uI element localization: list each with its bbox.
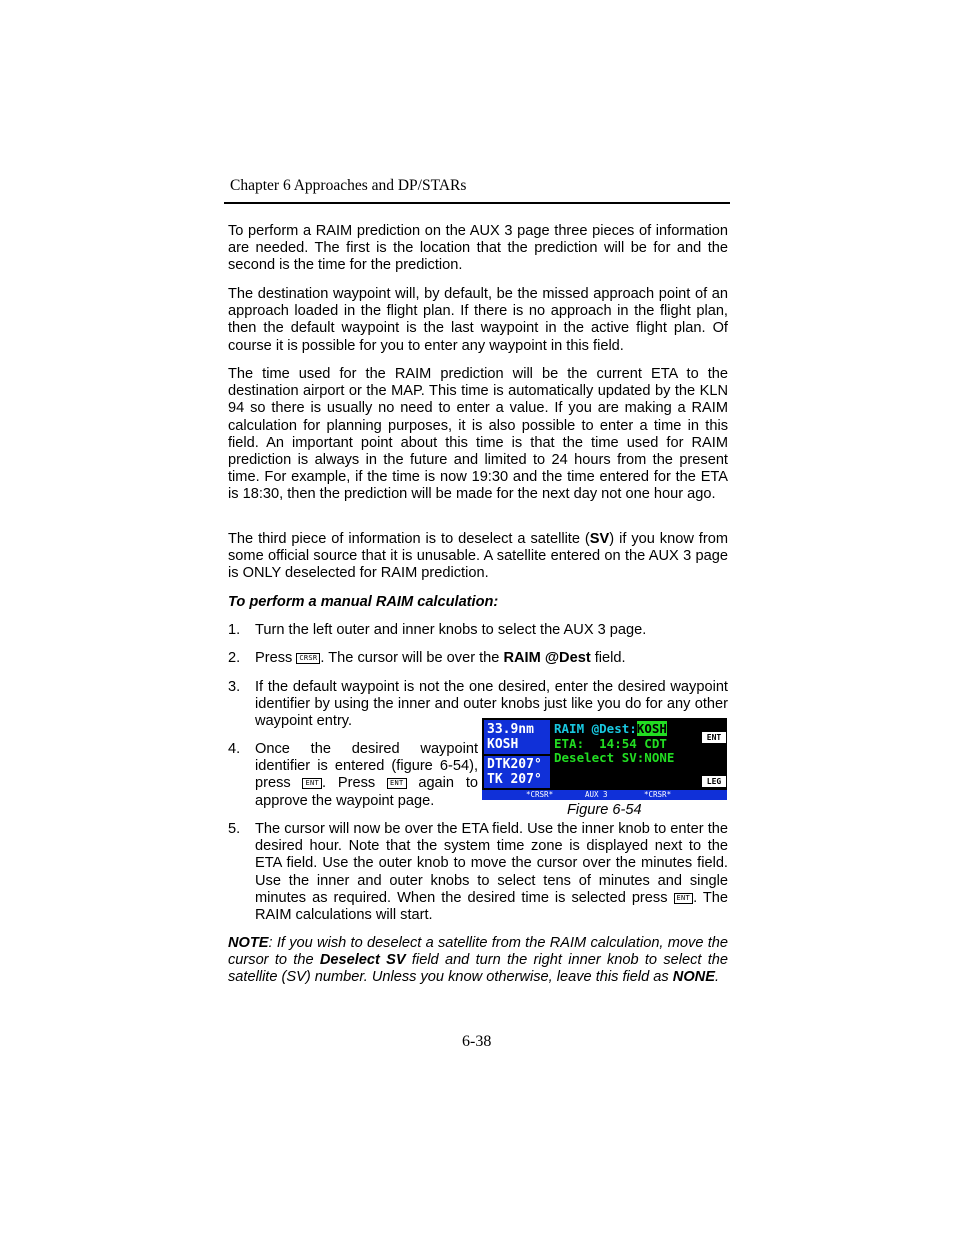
distance-readout: 33.9nm — [487, 722, 534, 737]
procedure-heading: To perform a manual RAIM calculation: — [228, 594, 499, 610]
sv-bold: SV — [589, 531, 610, 547]
waypoint-readout: KOSH — [487, 737, 519, 752]
ent-key-icon: ENT — [674, 893, 694, 904]
chapter-header: Chapter 6 Approaches and DP/STARs — [230, 177, 467, 194]
page-status-bar: *CRSR* AUX 3 *CRSR* — [482, 790, 727, 800]
note-label: NOTE — [228, 935, 269, 951]
note-paragraph: NOTE: If you wish to deselect a satellite from the RAIM calculation, move the cursor to the Deselect SV field and turn the right inner knob to select the satellite (SV) number. Unless you know otherwise, leave this field as NONE. — [228, 935, 729, 986]
paragraph-satellite: The third piece of information is to deselect a satellite (SV) if you know from some official source that it is unusable. A satellite entered on the AUX 3 page is ONLY deselected for RAIM prediction. — [228, 531, 728, 582]
deselect-sv-line: Deselect SV:NONE — [554, 750, 675, 765]
figure-caption: Figure 6-54 — [567, 802, 642, 818]
eta-line: ETA: 14:54 CDT — [554, 736, 667, 751]
paragraph-intro: To perform a RAIM prediction on the AUX 3 page three pieces of information are needed. The first is the location that the prediction will be for and the second is the time for the prediction. — [228, 223, 728, 274]
paragraph-destination: The destination waypoint will, by default, be the missed approach point of an approach loaded in the flight plan. If there is no approach in the flight plan, then the default waypoint is the last waypoint in the active flight plan. Of course it is possible for you to enter any waypoint in this field. — [228, 286, 728, 354]
tk-readout: TK 207° — [487, 772, 542, 787]
dest-cursor-field: KOSH — [636, 721, 667, 736]
ent-key-icon: ENT — [387, 778, 407, 789]
dtk-readout: DTK207° — [487, 757, 542, 772]
paragraph-time: The time used for the RAIM prediction will be the current ETA to the destination airport or the MAP. This time is automatically updated by the KLN 94 so there is usually no need to enter a value. If you are making a RAIM calculation for planning purposes, it is also possible to enter a time in this field. An important point about this time is that the time used for RAIM prediction is always in the future and limited to 24 hours from the present time. For example, if the time is now 19:30 and the time entered for the ETA is 18:30, then the prediction will be made for the next day not one hour ago. — [228, 366, 728, 503]
header-rule — [224, 202, 730, 204]
kln94-display-figure — [482, 718, 727, 800]
page-number: 6-38 — [462, 1033, 492, 1050]
right-annunciator-panel — [702, 720, 726, 788]
panel-divider — [484, 754, 550, 756]
leg-annunciator: LEG — [702, 776, 726, 787]
raim-page-panel — [552, 720, 700, 788]
raim-dest-line: RAIM @Dest:KOSH — [554, 721, 667, 736]
ent-annunciator: ENT — [702, 732, 726, 743]
left-nav-panel — [484, 720, 550, 788]
crsr-key-icon: CRSR — [296, 653, 320, 664]
ent-key-icon: ENT — [302, 778, 322, 789]
